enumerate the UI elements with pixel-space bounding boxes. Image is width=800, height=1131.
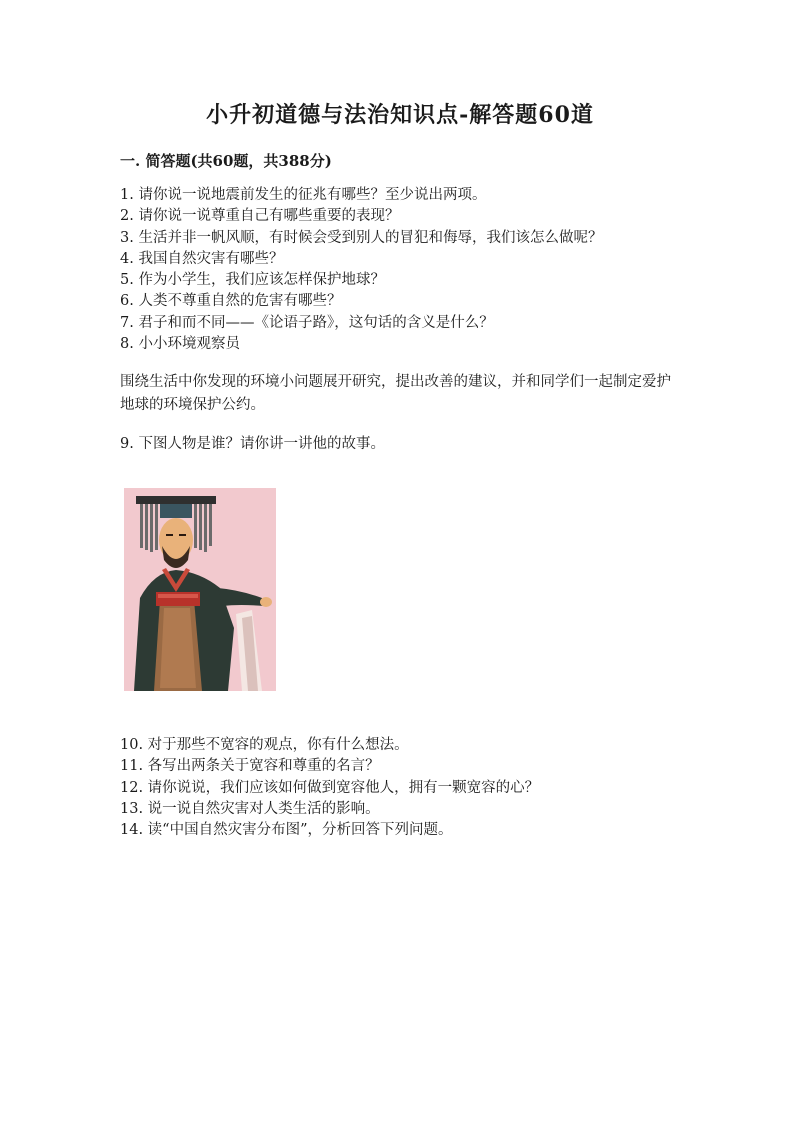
- question-9: 9. 下图人物是谁？请你讲一讲他的故事。: [120, 436, 385, 452]
- emperor-portrait-image: [124, 488, 276, 691]
- emperor-portrait-illustration: [124, 488, 276, 691]
- question-3: 3. 生活并非一帆风顺，有时候会受到别人的冒犯和侮辱，我们该怎么做呢？: [120, 229, 603, 246]
- question-7: 7. 君子和而不同——《论语子路》，这句话的含义是什么？: [120, 314, 494, 331]
- section-heading: 一. 简答题(共60题，共388分): [120, 152, 332, 170]
- question-10: 10. 对于那些不宽容的观点，你有什么想法。: [120, 737, 409, 753]
- document-title: 小升初道德与法治知识点-解答题60道: [206, 102, 594, 128]
- question-1: 1. 请你说一说地震前发生的征兆有哪些？至少说出两项。: [120, 187, 487, 203]
- question-13: 13. 说一说自然灾害对人类生活的影响。: [120, 800, 380, 817]
- question-5: 5. 作为小学生，我们应该怎样保护地球？: [120, 272, 385, 289]
- question-2: 2. 请你说一说尊重自己有哪些重要的表现？: [120, 208, 400, 225]
- question-8: 8. 小小环境观察员: [120, 336, 240, 353]
- question-11: 11. 各写出两条关于宽容和尊重的名言？: [120, 758, 380, 775]
- question-8-description: 围绕生活中你发现的环境小问题展开研究，提出改善的建议，并和同学们一起制定爱护地球的环境保护公约。: [120, 374, 671, 413]
- question-14: 14. 读“中国自然灾害分布图”，分析回答下列问题。: [120, 822, 453, 839]
- question-list-10-14: [120, 735, 700, 841]
- question-12: 12. 请你说说，我们应该如何做到宽容他人，拥有一颗宽容的心？: [120, 779, 540, 796]
- question-list-1-8: [120, 185, 700, 355]
- question-4: 4. 我国自然灾害有哪些？: [120, 250, 284, 267]
- question-6: 6. 人类不尊重自然的危害有哪些？: [120, 293, 342, 310]
